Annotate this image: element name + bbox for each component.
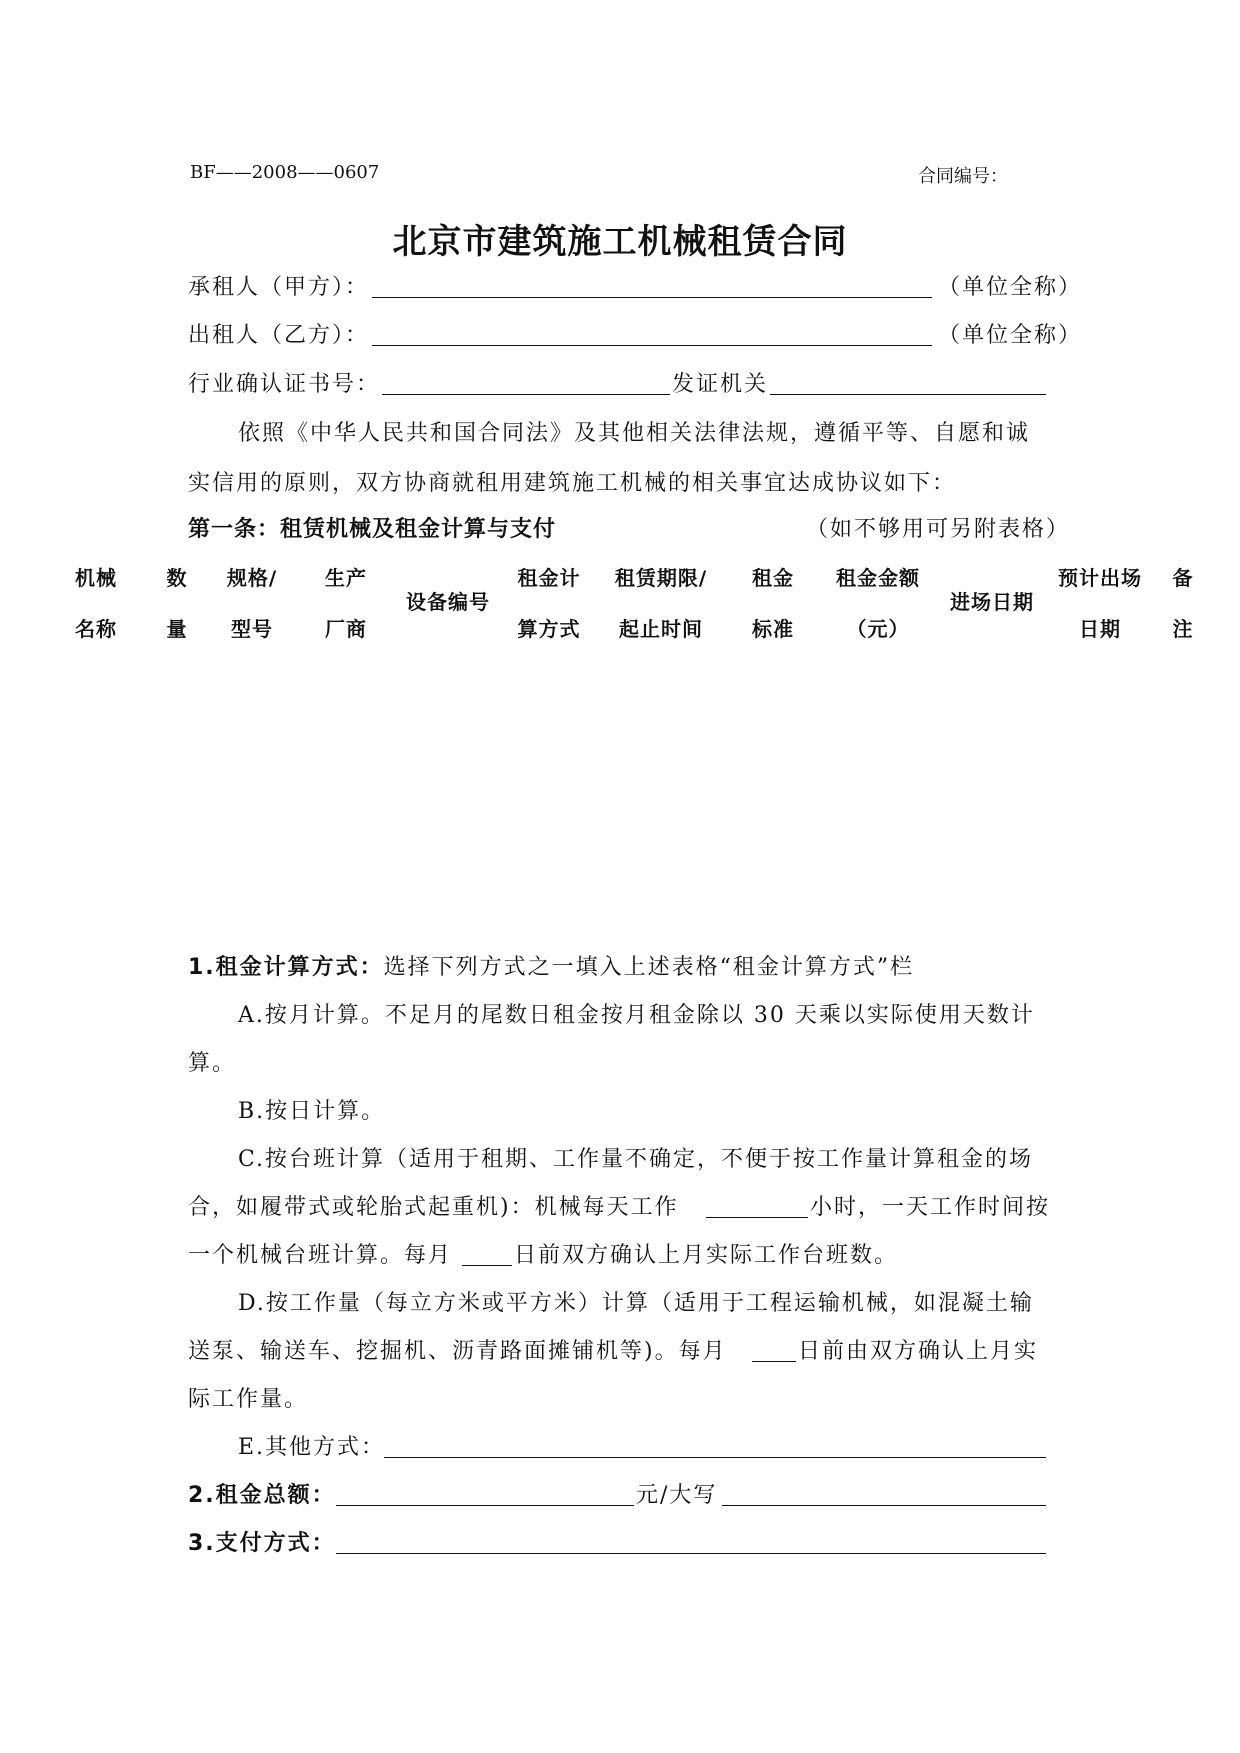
option-c-line-2-b: 小时，一天工作时间按	[810, 1195, 1051, 1220]
authority-label: 发证机关	[672, 372, 769, 397]
col-header-equipment-no: 设备编号	[406, 590, 490, 614]
total-rent-unit: 元/大写	[636, 1483, 718, 1508]
col-header-quantity: 数 量	[166, 566, 188, 641]
shift-confirm-day-field[interactable]	[462, 1265, 512, 1266]
contract-number-label: 合同编号：	[918, 166, 1008, 187]
col-header-name: 机械 名称	[75, 566, 117, 641]
form-code: BF——2008——0607	[190, 162, 380, 183]
article-1-title: 第一条：租赁机械及租金计算与支付	[188, 517, 557, 542]
certificate-label: 行业确认证书号：	[188, 372, 381, 397]
option-c-line-2-a: 合，如履带式或轮胎式起重机)：机械每天工作	[188, 1195, 679, 1220]
section-1	[188, 950, 914, 981]
option-b: B.按日计算。	[238, 1099, 386, 1124]
lessee-field[interactable]	[372, 297, 932, 298]
col-header-manufacturer: 生产 厂商	[325, 566, 367, 641]
page-title: 北京市建筑施工机械租赁合同	[392, 222, 848, 262]
option-a-line-2: 算。	[188, 1051, 237, 1076]
section-3-label: 3.支付方式：	[188, 1531, 336, 1556]
authority-field[interactable]	[770, 394, 1046, 395]
col-header-rent-standard: 租金 标准	[752, 566, 794, 641]
col-header-exit-date: 预计出场 日期	[1058, 566, 1142, 641]
section-1-label: 1.租金计算方式：	[188, 955, 384, 980]
option-d-line-2-b: 日前由双方确认上月实	[798, 1339, 1039, 1364]
option-d-line-2-a: 送泵、输送车、挖掘机、沥青路面摊铺机等)。每月	[188, 1339, 727, 1364]
option-c-line-1: C.按台班计算（适用于租期、工作量不确定，不便于按工作量计算租金的场	[238, 1147, 1034, 1172]
article-1-note: （如不够用可另附表格）	[806, 517, 1071, 542]
col-header-rent-amount: 租金金额 （元）	[836, 566, 920, 641]
certificate-field[interactable]	[382, 394, 670, 395]
option-d-line-1: D.按工作量（每立方米或平方米）计算（适用于工程运输机械，如混凝土输	[238, 1291, 1034, 1316]
col-header-entry-date: 进场日期	[950, 590, 1034, 614]
lessee-label: 承租人（甲方）：	[188, 275, 370, 300]
option-c-line-3-a: 一个机械台班计算。每月	[188, 1243, 453, 1268]
col-header-rent-method: 租金计 算方式	[517, 566, 581, 641]
lessor-field[interactable]	[372, 345, 932, 346]
section-1-text: 选择下列方式之一填入上述表格“租金计算方式”栏	[383, 955, 915, 980]
option-d-line-3: 际工作量。	[188, 1387, 309, 1412]
option-e-label: E.其他方式：	[238, 1435, 386, 1460]
section-2-label: 2.租金总额：	[188, 1483, 336, 1508]
workload-confirm-day-field[interactable]	[752, 1361, 796, 1362]
lessor-label: 出租人（乙方）：	[188, 323, 370, 348]
hours-per-day-field[interactable]	[706, 1217, 808, 1218]
option-a-line-1: A.按月计算。不足月的尾数日租金按月租金除以 30 天乘以实际使用天数计	[238, 1003, 1035, 1028]
intro-line-1: 依照《中华人民共和国合同法》及其他相关法律法规，遵循平等、自愿和诚	[238, 421, 1031, 446]
payment-method-field[interactable]	[336, 1553, 1046, 1554]
option-c-line-3-b: 日前双方确认上月实际工作台班数。	[514, 1243, 899, 1268]
other-method-field[interactable]	[384, 1457, 1046, 1458]
machine-table-body[interactable]	[60, 650, 1200, 920]
total-rent-words-field[interactable]	[722, 1505, 1046, 1506]
col-header-spec: 规格/ 型号	[226, 566, 278, 641]
total-rent-field[interactable]	[336, 1505, 634, 1506]
lessor-suffix: （单位全称）	[938, 323, 1083, 348]
col-header-lease-period: 租赁期限/ 起止时间	[614, 566, 708, 641]
intro-line-2: 实信用的原则，双方协商就租用建筑施工机械的相关事宜达成协议如下：	[188, 471, 957, 496]
lessee-suffix: （单位全称）	[938, 275, 1083, 300]
col-header-remarks: 备 注	[1172, 566, 1194, 641]
